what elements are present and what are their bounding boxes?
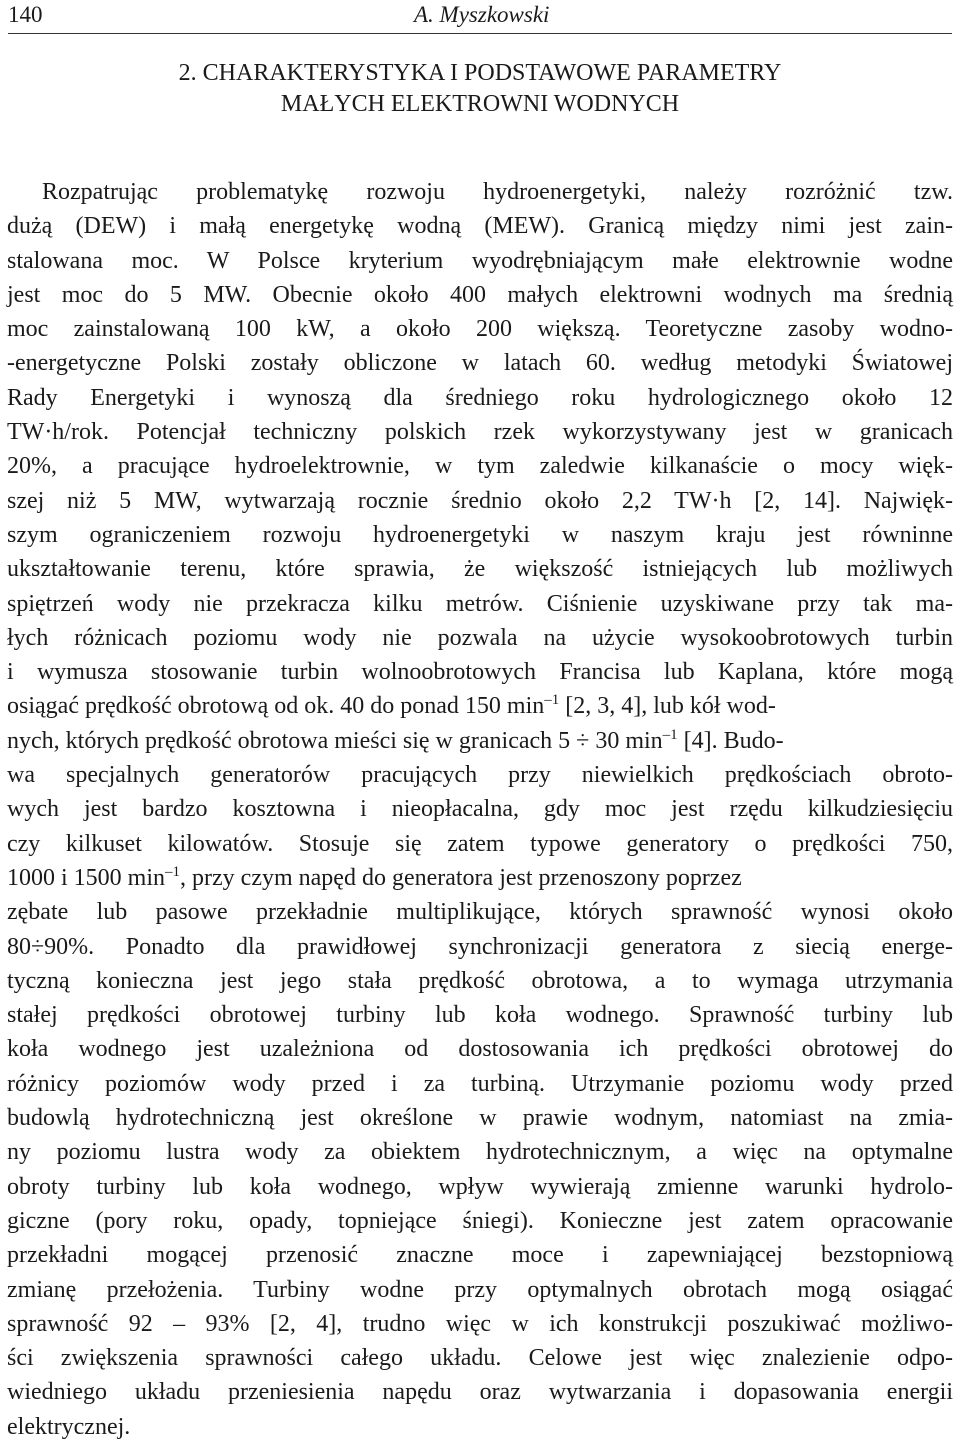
text-line: 20%, a pracujące hydroelektrownie, w tym zaledwie kilkanaście o mocy więk- xyxy=(7,453,953,480)
text-line: zmianę przełożenia. Turbiny wodne przy optymalnych obrotach mogą osiągać xyxy=(7,1276,953,1303)
text-line-with-superscript xyxy=(7,689,953,723)
text-line-with-superscript xyxy=(7,724,953,758)
text-line: spiętrzeń wody nie przekracza kilku metrów. Ciśnienie uzyskiwane przy tak ma- xyxy=(7,590,953,617)
text-line: Rady Energetyki i wynoszą dla średniego roku hydrologicznego około 12 xyxy=(7,384,953,411)
text-line: stałej prędkości obrotowej turbiny lub koła wodnego. Sprawność turbiny lub xyxy=(7,1002,953,1029)
text-line: budowlą hydrotechniczną jest określone w prawie wodnym, natomiast na zmia- xyxy=(7,1105,953,1132)
text-line: -energetyczne Polski zostały obliczone w latach 60. według metodyki Światowej xyxy=(7,350,953,377)
text-line: ukształtowanie terenu, które sprawia, że większość istniejących lub możliwych xyxy=(7,556,953,583)
text-line: stalowana moc. W Polsce kryterium wyodrębniającym małe elektrownie wodne xyxy=(7,247,953,274)
text-line: elektrycznej. xyxy=(7,1413,131,1440)
text-line: ści zwiększenia sprawności całego układu. Celowe jest więc znalezienie odpo- xyxy=(7,1345,953,1372)
header-rule xyxy=(8,33,952,34)
superscript: –1 xyxy=(165,863,181,880)
section-title-line-2: MAŁYCH ELEKTROWNI WODNYCH xyxy=(280,91,680,117)
body-text xyxy=(7,175,953,1444)
page-header xyxy=(8,2,948,32)
page-number: 140 xyxy=(8,2,43,27)
text-segment: 1000 i 1500 min xyxy=(7,864,166,891)
text-line: wiedniego układu przeniesienia napędu oraz wytwarzania i dopasowania energii xyxy=(7,1379,953,1406)
text-line: szej niż 5 MW, wytwarzają rocznie średnio około 2,2 TW·h [2, 14]. Najwięk- xyxy=(7,487,953,514)
text-line: dużą (DEW) i małą energetykę wodną (MEW). Granicą między nimi jest zain- xyxy=(7,213,953,240)
text-line: łych różnicach poziomu wody nie pozwala na użycie wysokoobrotowych turbin xyxy=(7,624,953,651)
text-line: przekładni mogącej przenosić znaczne moce i zapewniającej bezstopniową xyxy=(7,1242,953,1269)
text-line: różnicy poziomów wody przed i za turbiną. Utrzymanie poziomu wody przed xyxy=(7,1070,953,1097)
text-line: obroty turbiny lub koła wodnego, wpływ wywierają zmienne warunki hydrolo- xyxy=(7,1173,953,1200)
text-line: szym ograniczeniem rozwoju hydroenergetyki w naszym kraju jest równinne xyxy=(7,521,953,548)
text-segment: , przy czym napęd do generatora jest przenoszony poprzez xyxy=(180,864,742,891)
text-line: sprawność 92 – 93% [2, 4], trudno więc w ich konstrukcji poszukiwać możliwo- xyxy=(7,1310,953,1337)
text-line: tyczną konieczna jest jego stała prędkość obrotowa, a to wymaga utrzymania xyxy=(7,967,953,994)
text-segment: [4]. Budo- xyxy=(677,727,784,754)
text-segment: [2, 3, 4], lub kół wod- xyxy=(559,693,776,720)
text-segment: osiągać prędkość obrotową od ok. 40 do ponad 150 min xyxy=(7,693,545,720)
text-line-with-superscript xyxy=(7,861,953,895)
text-line: ny poziomu lustra wody za obiektem hydrotechnicznym, a więc na optymalne xyxy=(7,1139,953,1166)
text-line: giczne (pory roku, opady, topniejące śniegi). Konieczne jest zatem opracowanie xyxy=(7,1207,953,1234)
section-title-line-1: 2. CHARAKTERYSTYKA I PODSTAWOWE PARAMETRY xyxy=(178,60,782,86)
text-line: zębate lub pasowe przekładnie multiplikujące, których sprawność wynosi około xyxy=(7,899,953,926)
section-title xyxy=(0,58,960,120)
text-line: jest moc do 5 MW. Obecnie około 400 małych elektrowni wodnych ma średnią xyxy=(7,281,953,308)
text-line: moc zainstalowaną 100 kW, a około 200 większą. Teoretyczne zasoby wodno- xyxy=(7,316,953,343)
text-line: wych jest bardzo kosztowna i nieopłacalna, gdy moc jest rzędu kilkudziesięciu xyxy=(7,796,953,823)
running-head-author: A. Myszkowski xyxy=(414,2,550,27)
text-line: 80÷90%. Ponadto dla prawidłowej synchronizacji generatora z siecią energe- xyxy=(7,933,953,960)
superscript: –1 xyxy=(662,726,678,743)
text-segment: nych, których prędkość obrotowa mieści się w granicach 5 ÷ 30 min xyxy=(7,727,663,754)
text-line: koła wodnego jest uzależniona od dostosowania ich prędkości obrotowej do xyxy=(7,1036,953,1063)
text-line: czy kilkuset kilowatów. Stosuje się zatem typowe generatory o prędkości 750, xyxy=(7,830,953,857)
text-line: wa specjalnych generatorów pracujących przy niewielkich prędkościach obroto- xyxy=(7,762,953,789)
text-line: i wymusza stosowanie turbin wolnoobrotowych Francisa lub Kaplana, które mogą xyxy=(7,659,953,686)
text-line: Rozpatrując problematykę rozwoju hydroenergetyki, należy rozróżnić tzw. xyxy=(42,179,953,205)
superscript: –1 xyxy=(544,692,560,709)
text-line: TW·h/rok. Potencjał techniczny polskich rzek wykorzystywany jest w granicach xyxy=(7,419,953,446)
